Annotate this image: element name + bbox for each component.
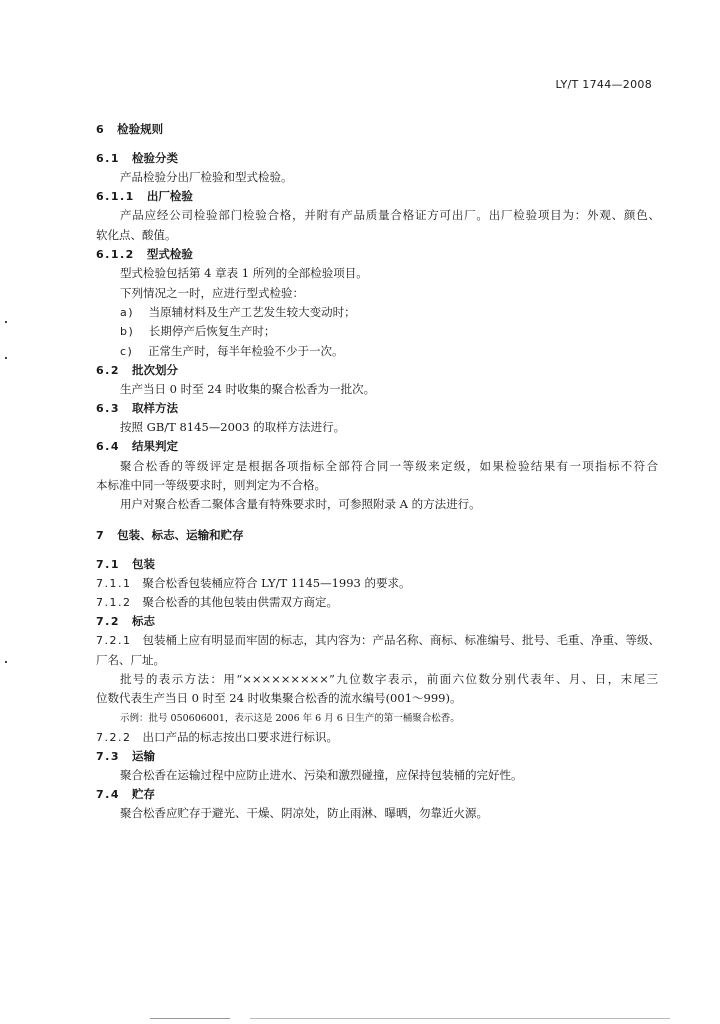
section-title: 出厂检验: [146, 189, 193, 203]
scan-speck: [5, 321, 7, 323]
footer-rule: [250, 1018, 670, 1019]
section-title: 检验分类: [132, 151, 179, 165]
list-item-c: [120, 344, 343, 359]
section-6-1-2-body2: 下列情况之一时，应进行型式检验：: [120, 286, 304, 300]
section-number: 7.3: [96, 750, 120, 763]
section-7-4-heading: [96, 787, 155, 802]
section-6-1-body: 产品检验分出厂检验和型式检验。: [120, 170, 293, 184]
section-number: 7.2: [96, 615, 120, 628]
section-number: 7.1: [96, 558, 120, 571]
section-title: 包装、标志、运输和贮存: [117, 528, 244, 542]
section-6-1-1-body-line2: 软化点、酸值。: [96, 228, 177, 242]
section-7-2-1-body2-line1: 批号的表示方法：用“×××××××××”九位数字表示，前面六位数分别代表年、月、日，末尾三: [120, 672, 658, 686]
section-number: 6.1.1: [96, 190, 135, 203]
section-6-4-body1-line1: 聚合松香的等级评定是根据各项指标全部符合同一等级来定级，如果检验结果有一项指标不符合: [120, 459, 658, 473]
section-title: 贮存: [132, 787, 156, 801]
section-number: 7.1.2: [96, 596, 132, 609]
section-number: 6: [96, 123, 106, 136]
section-number: 6.1: [96, 152, 120, 165]
section-6-1-1-heading: [96, 189, 193, 204]
section-7-heading: [96, 528, 244, 543]
section-body: 聚合松香包装桶应符合 LY/T 1145—1993 的要求。: [142, 576, 411, 590]
section-number: 7.2.1: [96, 634, 132, 647]
section-number: 7.1.1: [96, 577, 132, 590]
section-number: 7.4: [96, 788, 120, 801]
section-title: 标志: [132, 614, 156, 628]
list-text: 长期停产后恢复生产时；: [148, 324, 276, 338]
standard-number-header: LY/T 1744—2008: [555, 78, 652, 91]
section-6-heading: [96, 122, 163, 137]
section-title: 运输: [132, 749, 156, 763]
section-6-3-body: 按照 GB/T 8145—2003 的取样方法进行。: [120, 420, 346, 434]
section-7-2-heading: [96, 614, 155, 629]
section-body: 聚合松香的其他包装由供需双方商定。: [142, 595, 338, 609]
section-number: 6.3: [96, 402, 120, 415]
section-number: 6.1.2: [96, 248, 135, 261]
section-7-1-heading: [96, 557, 155, 572]
section-7-2-1-line1: [96, 633, 660, 648]
section-body: 包装桶上应有明显而牢固的标志，其内容为：产品名称、商标、标准编号、批号、毛重、净重、等级、: [142, 633, 660, 647]
list-item-a: [120, 305, 356, 320]
list-text: 当原辅材料及生产工艺发生较大变动时；: [148, 305, 356, 319]
section-number: 6.4: [96, 440, 120, 453]
section-6-3-heading: [96, 401, 178, 416]
section-6-4-heading: [96, 439, 178, 454]
section-6-4-body2: 用户对聚合松香二聚体含量有特殊要求时，可参照附录 A 的方法进行。: [120, 497, 481, 511]
section-6-4-body1-line2: 本标准中同一等级要求时，则判定为不合格。: [96, 478, 326, 492]
section-6-1-2-body1: 型式检验包括第 4 章表 1 所列的全部检验项目。: [120, 266, 368, 280]
section-number: 7.2.2: [96, 731, 132, 744]
footer-rule: [150, 1018, 230, 1019]
section-title: 取样方法: [132, 401, 179, 415]
section-7-1-2: [96, 595, 338, 610]
section-6-2-body: 生产当日 0 时至 24 时收集的聚合松香为一批次。: [120, 382, 376, 396]
section-number: 6.2: [96, 364, 120, 377]
section-7-2-2: [96, 730, 338, 745]
section-title: 型式检验: [146, 247, 193, 261]
section-6-2-heading: [96, 363, 178, 378]
section-body: 出口产品的标志按出口要求进行标识。: [142, 730, 338, 744]
list-marker: b): [120, 325, 135, 338]
section-number: 7: [96, 529, 106, 542]
section-7-3-heading: [96, 749, 155, 764]
section-6-1-heading: [96, 151, 178, 166]
section-6-1-2-heading: [96, 247, 193, 262]
list-marker: c): [120, 345, 134, 358]
list-item-b: [120, 324, 275, 339]
scan-speck: [5, 357, 7, 359]
scan-speck: [5, 661, 7, 663]
section-7-2-1-line2: 厂名、厂址。: [96, 653, 165, 667]
section-6-1-1-body-line1: 产品应经公司检验部门检验合格，并附有产品质量合格证方可出厂。出厂检验项目为：外观、颜色、: [120, 208, 660, 222]
section-title: 检验规则: [117, 122, 164, 136]
section-7-4-body: 聚合松香应贮存于避光、干燥、阴凉处，防止雨淋、曝晒，勿靠近火源。: [120, 806, 488, 820]
section-7-1-1: [96, 576, 411, 591]
list-marker: a): [120, 306, 135, 319]
section-title: 包装: [132, 557, 156, 571]
section-7-2-1-example: 示例：批号 050606001，表示这是 2006 年 6 月 6 日生产的第一桶聚合松香。: [120, 713, 460, 724]
section-7-3-body: 聚合松香在运输过程中应防止进水、污染和激烈碰撞，应保持包装桶的完好性。: [120, 768, 523, 782]
section-title: 结果判定: [132, 439, 179, 453]
section-7-2-1-body2-line2: 位数代表生产当日 0 时至 24 时收集聚合松香的流水编号(001～999)。: [96, 691, 462, 705]
list-text: 正常生产时，每半年检验不少于一次。: [147, 344, 344, 358]
section-title: 批次划分: [132, 363, 179, 377]
